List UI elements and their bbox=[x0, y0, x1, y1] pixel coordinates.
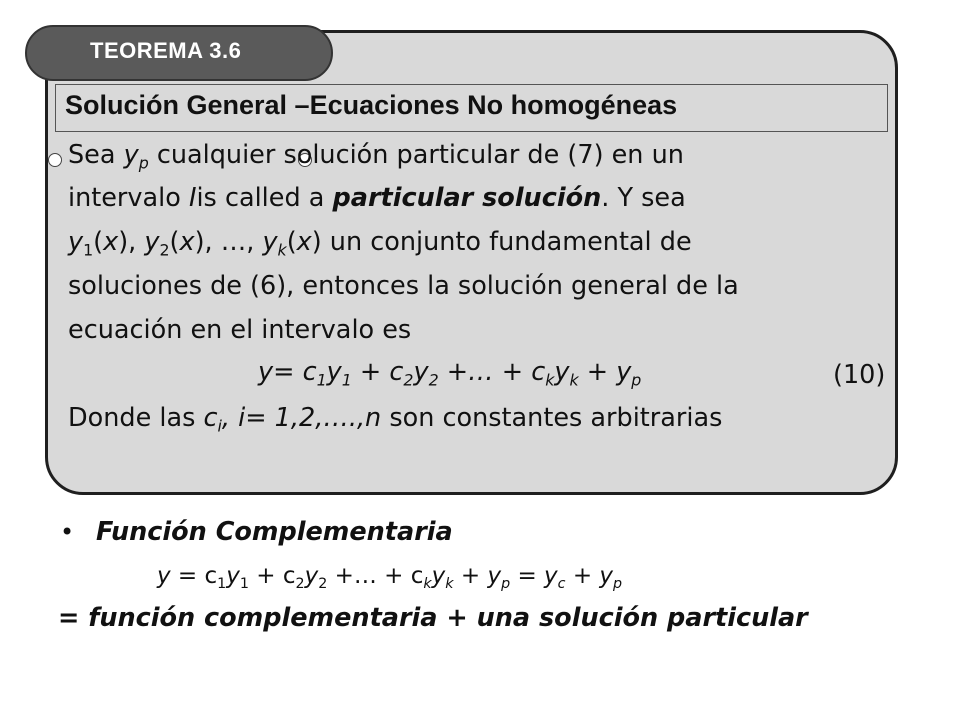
title-box bbox=[55, 84, 888, 132]
theorem-title: Solución General –Ecuaciones No homogéneas bbox=[65, 90, 678, 120]
theorem-line-1: Sea $y_p$ cualquier solución particular de (7) en un bbox=[68, 140, 684, 173]
conclusion-line: = función complementaria + una solución particular bbox=[58, 603, 808, 633]
selection-handle-left[interactable] bbox=[48, 153, 62, 167]
theorem-line-3: $y_1(x)$, $y_2(x)$, …, $y_k(x)$ un conjunto fundamental de bbox=[68, 227, 692, 260]
theorem-line-2: intervalo Iis called a particular solución. Y sea bbox=[68, 183, 686, 213]
theorem-line-5: ecuación en el intervalo es bbox=[68, 315, 412, 345]
complementary-equation: $y = c_1y_1 + c_2y_2$ +… + $c_ky_k + y_p = y_c + y_p$ bbox=[157, 563, 623, 592]
theorem-line-4: soluciones de (6), entonces la solución general de la bbox=[68, 271, 739, 301]
bullet-dot: • bbox=[60, 518, 75, 546]
theorem-label: TEOREMA 3.6 bbox=[90, 38, 242, 63]
bullet-heading: Función Complementaria bbox=[96, 517, 453, 547]
theorem-line-donde: Donde las $c_i$, i= 1,2,….,n son constantes arbitrarias bbox=[68, 403, 723, 436]
equation-number: (10) bbox=[833, 360, 886, 390]
general-solution-equation: $y= c_1y_1 + c_2y_2$ +… + $c_ky_k + y_p$ bbox=[258, 357, 642, 390]
